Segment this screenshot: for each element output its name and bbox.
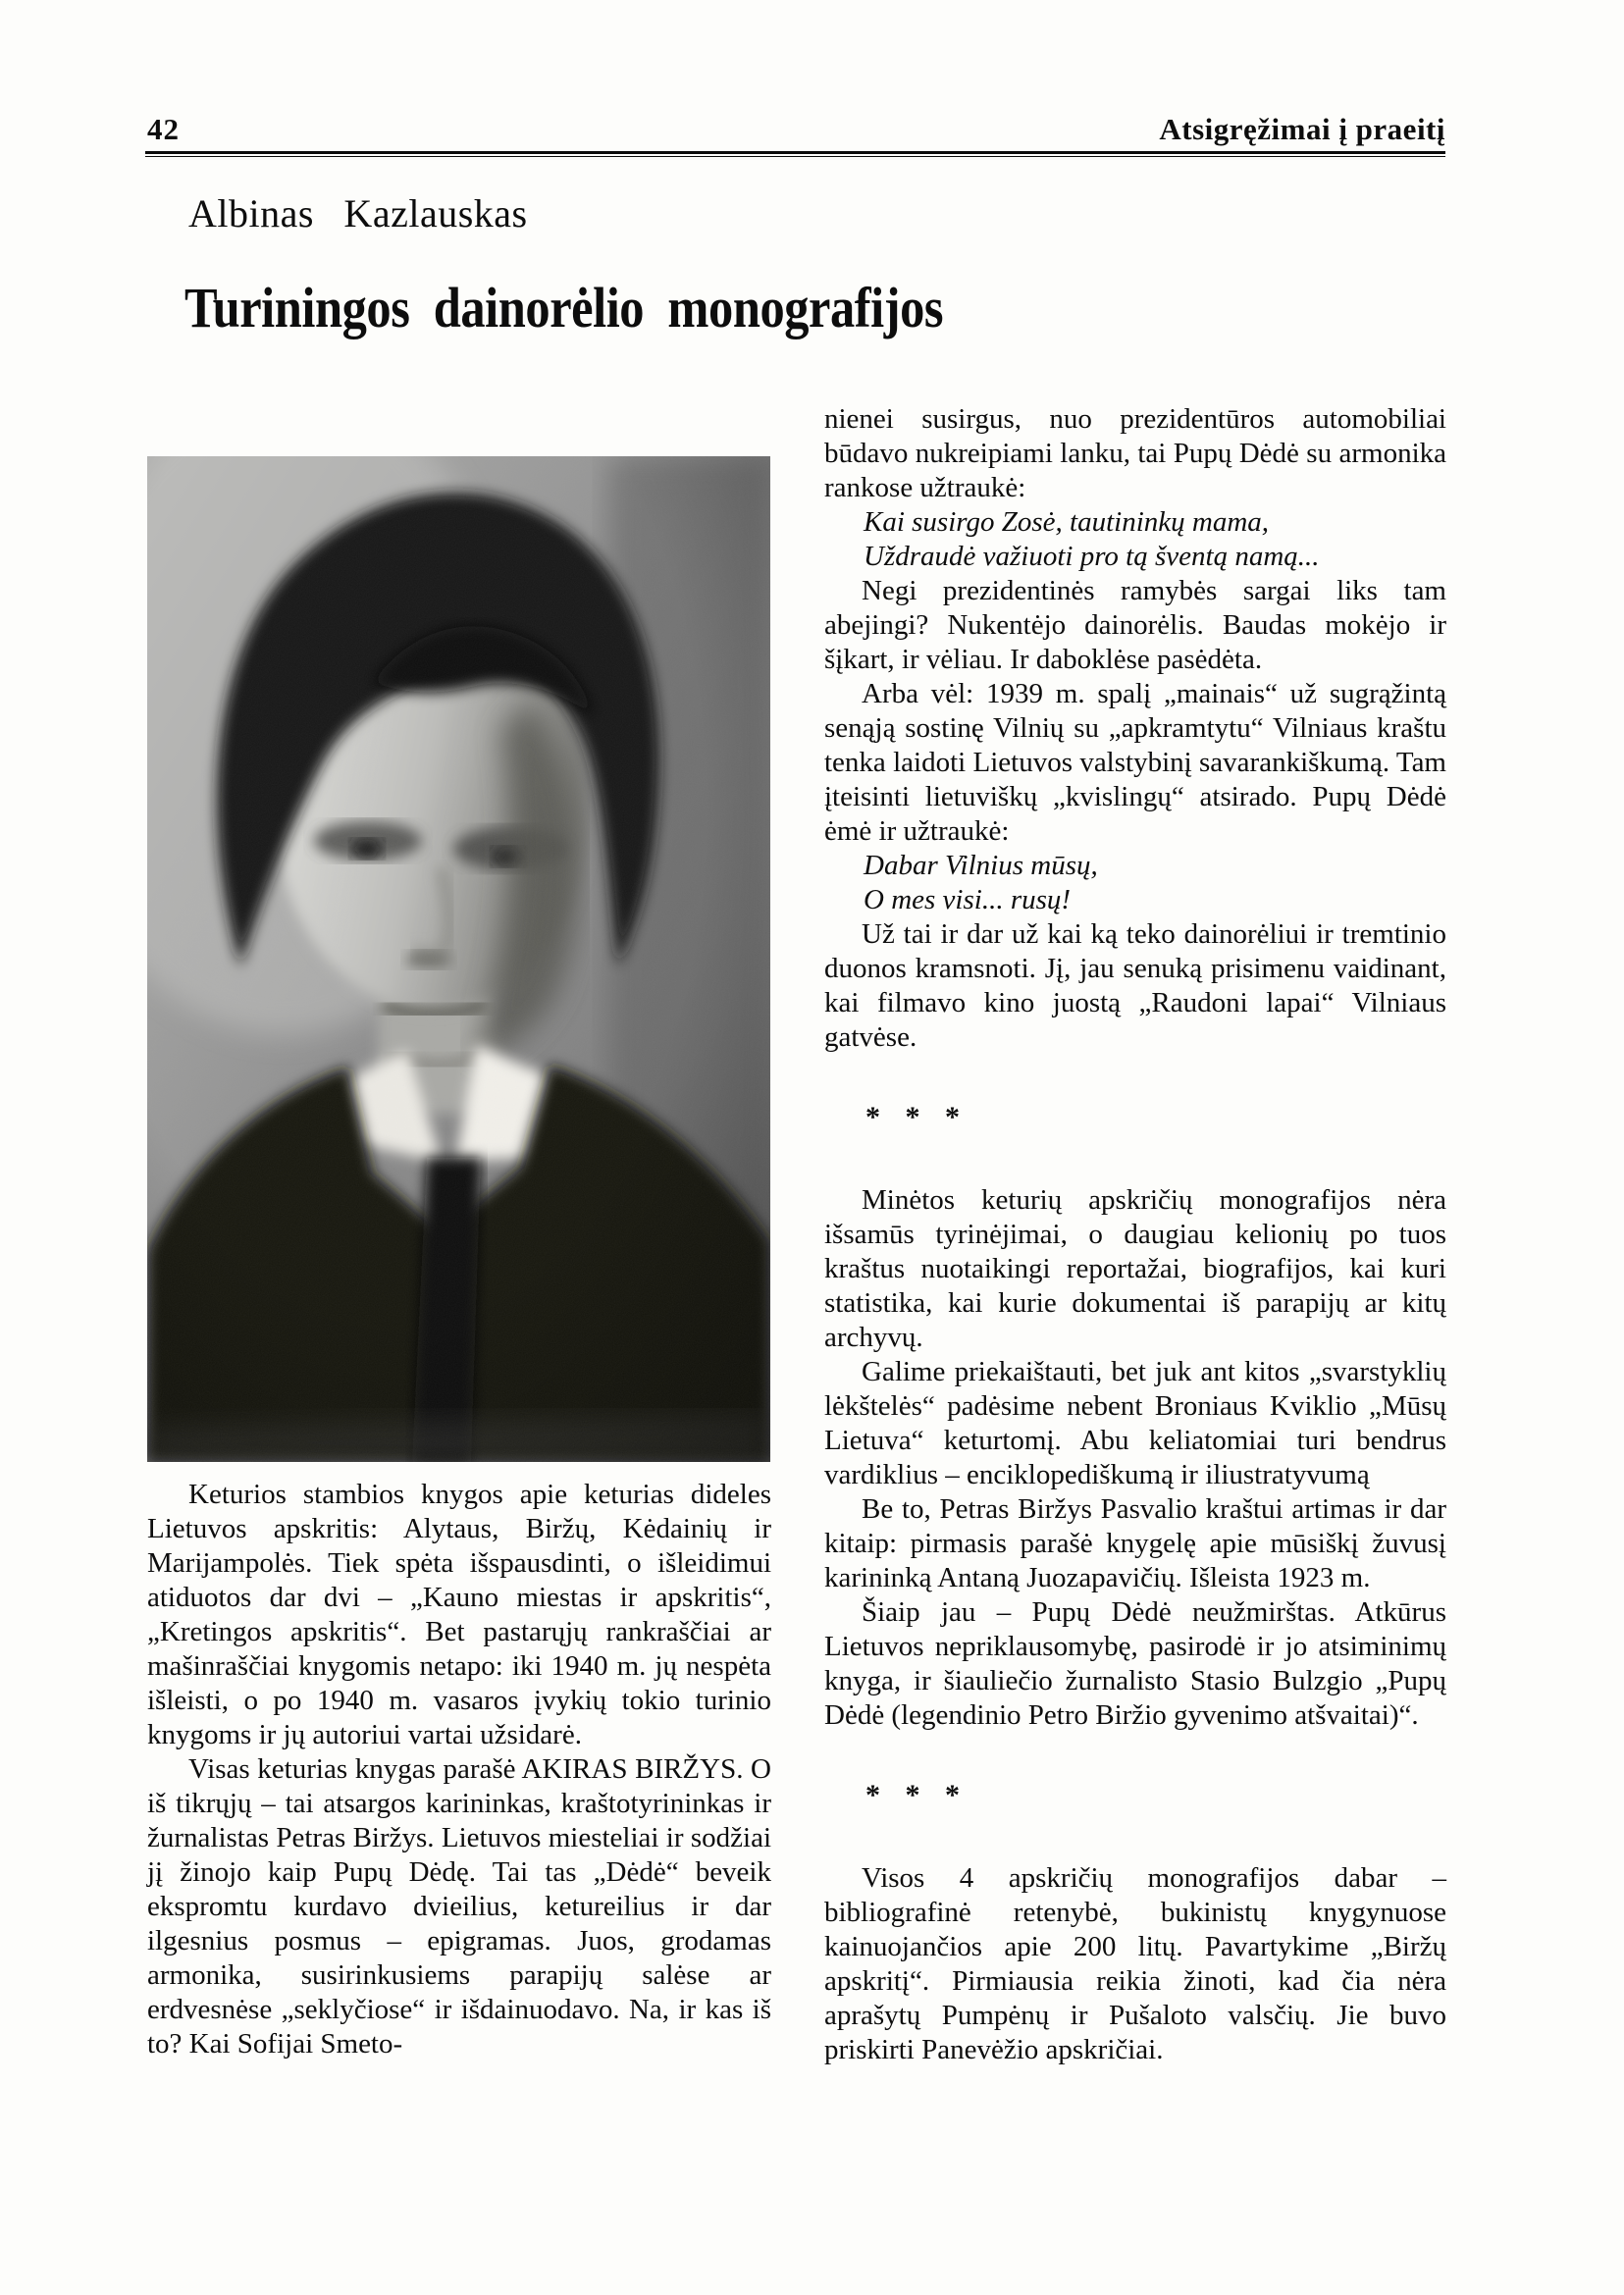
page-number: 42 (147, 112, 180, 146)
paragraph: Arba vėl: 1939 m. spalį „mainais“ už sugrąžintą senąją sostinę Vilnių su „apkramtytu“ Vilniaus kraštu tenka laidoti Lietuvos valstybinį savarankiškumą. Tam įteisinti lietuviškų „kvislingų“ atsirado. Pupų Dėdė ėmė ir užtraukė: (824, 678, 1446, 847)
paragraph: Be to, Petras Biržys Pasvalio kraštui artimas ir dar kitaip: pirmasis parašė knygelę apie mūsiškį žuvusį karininką Antaną Juozapavičių. Išleista 1923 m. (824, 1493, 1446, 1593)
right-column (824, 402, 1446, 2067)
portrait-illustration (147, 456, 770, 1462)
verse-line: Kai susirgo Zosė, tautininkų mama, (864, 506, 1270, 538)
paragraph: Negi prezidentinės ramybės sargai liks tam abejingi? Nukentėjo dainorėlis. Baudas mokėjo ir šįkart, ir vėliau. Ir daboklėse pasėdėta. (824, 575, 1446, 675)
article-title: Turiningos dainorėlio monografijos (184, 276, 944, 339)
header-rule (145, 151, 1445, 157)
verse-line: O mes visi... rusų! (864, 884, 1072, 915)
verse-line: Uždraudė važiuoti pro tą šventą namą... (864, 541, 1320, 572)
section-separator: * * * (865, 1101, 969, 1133)
paragraph: nienei susirgus, nuo prezidentūros automobiliai būdavo nukreipiami lanku, tai Pupų Dėdė su armonika rankose užtraukė: (824, 403, 1446, 503)
paragraph: Visas keturias knygas parašė AKIRAS BIRŽYS. O iš tikrųjų – tai atsargos karininkas, kraštotyrininkas ir žurnalistas Petras Biržys. Lietuvos miesteliai ir sodžiai jį žinojo kaip Pupų Dėdę. Tai tas „Dėdė“ beveik ekspromtu kurdavo dvieilius, ketureilius ir dar ilgesnius posmus – epigramas. Juos, grodamas armonika, susirinkusiems parapijų salėse ar erdvesnėse „seklyčiose“ ir išdainuodavo. Na, ir kas iš to? Kai Sofijai Smeto- (147, 1753, 771, 2060)
paragraph: Keturios stambios knygos apie keturias dideles Lietuvos apskritis: Alytaus, Biržų, Kėdainių ir Marijampolės. Tiek spėta išspausdinti, o išleidimui atiduotos dar dvi – „Kauno miestas ir apskritis“, „Kretingos apskritis“. Bet pastarųjų rankraščiai ar mašinraščiai knygomis netapo: iki 1940 m. jų nespėta išleisti, o po 1940 m. vasaros įvykių tokio turinio knygoms ir jų autoriui vartai užsidarė. (147, 1479, 771, 1750)
running-head: Atsigręžimai į praeitį (1159, 112, 1445, 146)
verse-quote (864, 849, 1446, 917)
paragraph: Visos 4 apskričių monografijos dabar – bibliografinė retenybė, bukinistų knygynuose kainuojančios apie 200 litų. Pavartykime „Biržų apskritį“. Pirmiausia reikia žinoti, kad čia nėra aprašytų Pumpėnų ir Pušaloto valsčių. Jie buvo priskirti Panevėžio apskričiai. (824, 1862, 1446, 2065)
left-column (147, 1478, 771, 2061)
verse-line: Dabar Vilnius mūsų, (864, 850, 1098, 881)
paragraph: Galime priekaištauti, bet juk ant kitos „svarstyklių lėkštelės“ padėsime nebent Broniaus Kviklio „Mūsų Lietuva“ keturtomį. Abu keliatomiai turi bendrus vardiklius – enciklopediškumą ir iliustratyvumą (824, 1356, 1446, 1490)
paragraph: Už tai ir dar už kai ką teko dainorėliui ir tremtinio duonos kramsnoti. Jį, jau senuką prisimenu vaidinant, kai filmavo kino juostą „Raudoni lapai“ Vilniaus gatvėse. (824, 918, 1446, 1053)
paragraph: Šiaip jau – Pupų Dėdė neužmirštas. Atkūrus Lietuvos nepriklausomybę, pasirodė ir jo atsiminimų knyga, ir šiauliečio žurnalisto Stasio Bulzgio „Pupų Dėdė (legendinio Petro Biržio gyvenimo atšvaitai)“. (824, 1596, 1446, 1731)
section-separator: * * * (865, 1779, 969, 1811)
author-name: Albinas Kazlauskas (188, 191, 528, 235)
verse-quote (864, 505, 1446, 574)
portrait-photo (147, 456, 770, 1462)
paragraph: Minėtos keturių apskričių monografijos nėra išsamūs tyrinėjimai, o daugiau kelionių po tuos kraštus nuotaikingi reportažai, biografijos, kai kuri statistika, kai kurie dokumentai iš parapijų ar kitų archyvų. (824, 1184, 1446, 1353)
